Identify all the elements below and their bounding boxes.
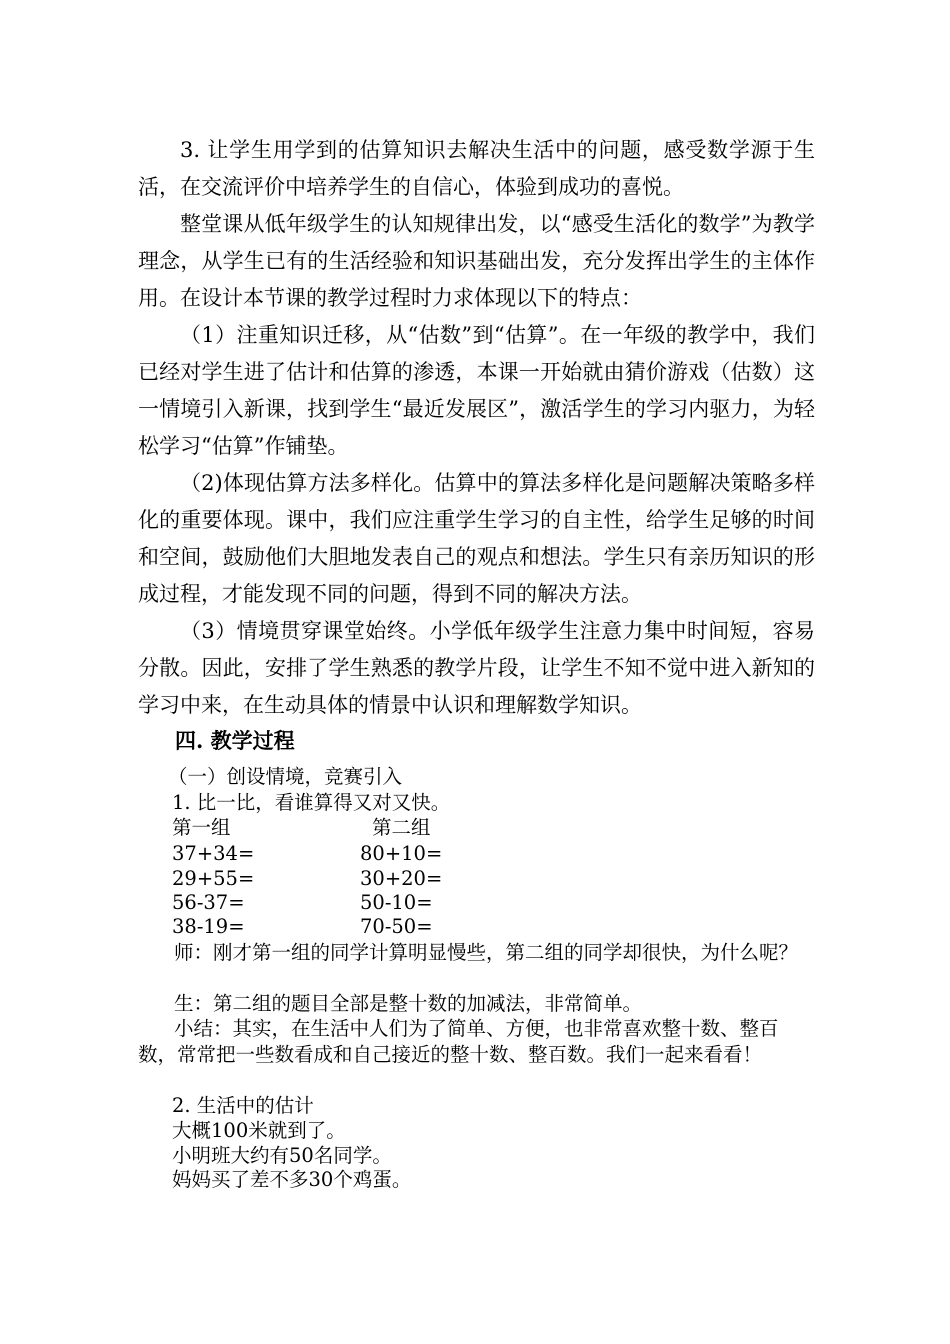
section-heading: 四. 教学过程 xyxy=(175,728,295,753)
student-answer: 生：第二组的题目全部是整十数的加减法，非常简单。 xyxy=(174,992,643,1015)
group1-problem: 29+55= xyxy=(172,867,255,890)
group1-problem: 56-37= xyxy=(172,891,245,914)
paragraph-design-philosophy: 整堂课从低年级学生的认知规律出发，以“感受生活化的数学”为教学理念，从学生已有的生活经验和知识基础出发，充分发挥出学生的主体作用。在设计本节课的教学过程时力求体现以下的特点： xyxy=(138,212,815,310)
paragraph-feature-1: （1）注重知识迁移，从“估数”到“估算”。在一年级的教学中，我们已经对学生进了估计和估算的渗透，本课一开始就由猜价游戏（估数）这一情境引入新课，找到学生“最近发展区”，激活学生的学习内驱力，为轻松学习“估算”作铺垫。 xyxy=(138,323,815,458)
group1-problem: 38-19= xyxy=(172,915,245,938)
paragraph-feature-2: （2)体现估算方法多样化。估算中的算法多样化是问题解决策略多样化的重要体现。课中，我们应注重学生学习的自主性，给学生足够的时间和空间，鼓励他们大胆地发表自己的观点和想法。学生只有亲历知识的形成过程，才能发现不同的问题，得到不同的解决方法。 xyxy=(138,471,815,606)
subsection-heading: （一）创设情境，竞赛引入 xyxy=(168,765,403,788)
group2-problem: 70-50= xyxy=(360,915,433,938)
example-sentence: 小明班大约有50名同学。 xyxy=(172,1144,392,1167)
group2-problem: 30+20= xyxy=(360,867,443,890)
paragraph-feature-3: （3）情境贯穿课堂始终。小学低年级学生注意力集中时间短，容易分散。因此，安排了学生熟悉的教学片段，让学生不知不觉中进入新知的学习中来，在生动具体的情景中认识和理解数学知识。 xyxy=(138,619,815,717)
example-sentence: 妈妈买了差不多30个鸡蛋。 xyxy=(172,1168,412,1191)
group2-problem: 50-10= xyxy=(360,891,433,914)
group2-problem: 80+10= xyxy=(360,842,443,865)
item-life-estimation: 2. 生活中的估计 xyxy=(172,1094,314,1117)
teacher-question: 师：刚才第一组的同学计算明显慢些，第二组的同学却很快，为什么呢？ xyxy=(174,941,799,964)
example-sentence: 大概100米就到了。 xyxy=(172,1119,346,1142)
group2-label: 第二组 xyxy=(372,816,431,839)
summary-paragraph: 小结：其实，在生活中人们为了简单、方便，也非常喜欢整十数、整百数，常常把一些数看成和自己接近的整十数、整百数。我们一起来看看！ xyxy=(138,1017,779,1066)
group1-problem: 37+34= xyxy=(172,842,255,865)
group1-label: 第一组 xyxy=(172,816,231,839)
paragraph-goal-3: 3. 让学生用学到的估算知识去解决生活中的问题，感受数学源于生活，在交流评价中培养学生的自信心，体验到成功的喜悦。 xyxy=(138,138,815,199)
item-compare: 1. 比一比，看谁算得又对又快。 xyxy=(172,791,451,814)
